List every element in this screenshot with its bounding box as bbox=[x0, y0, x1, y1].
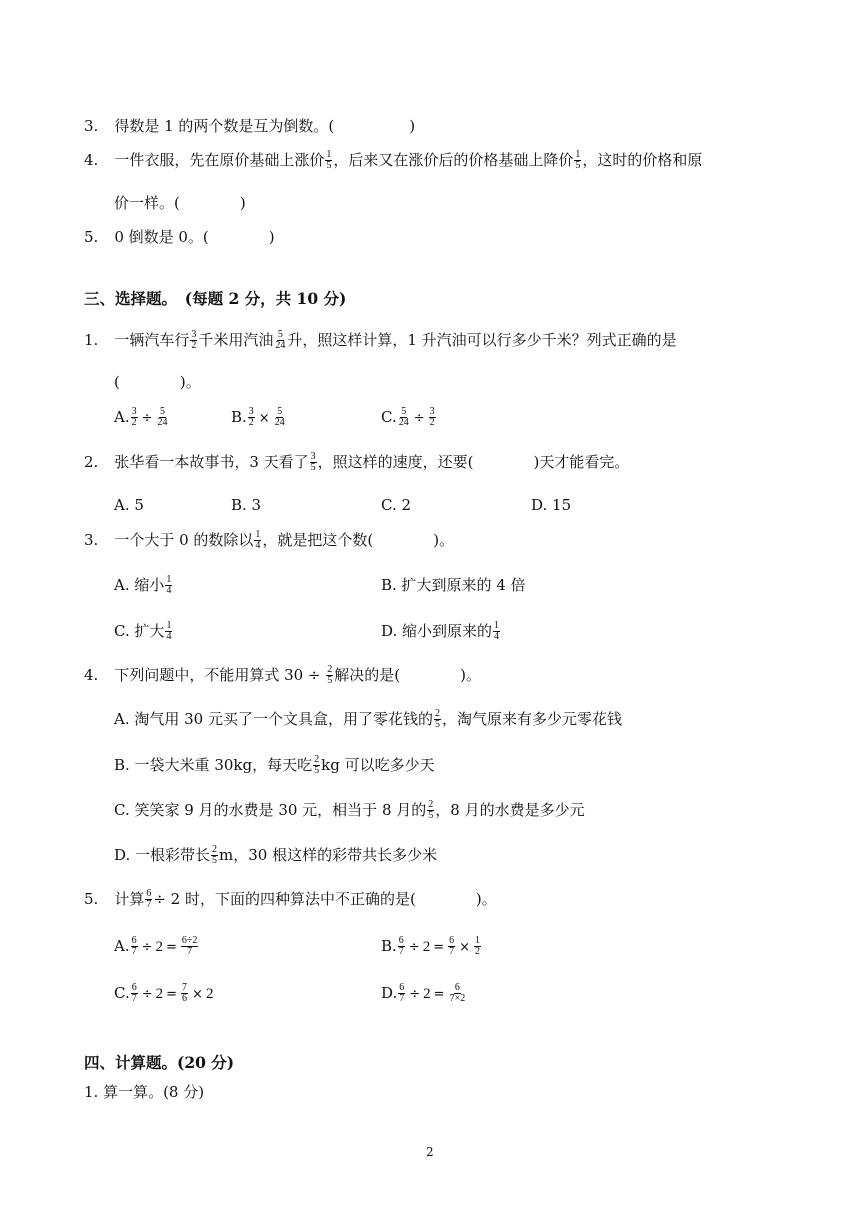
q3: 3. 一个大于 0 的数除以 $\frac{1}{4}$ ，就是把这个数( )。 bbox=[84, 528, 455, 551]
q2: 2. 张华看一本故事书，3 天看了 $\frac{3}{5}$ ，照这样的速度，还要( )天才能看完。 bbox=[84, 450, 630, 473]
judge-5: 5. 0 倒数是 0。( ) bbox=[84, 228, 275, 246]
q3-option-a[interactable]: A. 缩小 $\frac{1}{4}$ bbox=[114, 573, 172, 596]
q1: 1. 一辆汽车行 $\frac{3}{2}$ 千米用汽油 $\frac{5}{24}$ 升，照这样计算，1 升汽油可以行多少千米？列式正确的是 bbox=[84, 328, 677, 351]
fraction: $\frac{1}{5}$ bbox=[326, 148, 332, 171]
q3-option-b[interactable]: B. 扩大到原来的 4 倍 bbox=[381, 576, 526, 594]
q4-option-d[interactable]: D. 一根彩带长 $\frac{2}{5}$ m，30 根这样的彩带共长多少米 bbox=[114, 843, 438, 866]
q4-option-a[interactable]: A. 淘气用 30 元买了一个文具盒，用了零花钱的 $\frac{2}{5}$ ，淘气原来有多少元零花钱 bbox=[114, 707, 623, 730]
page-number: 2 bbox=[426, 1145, 434, 1159]
section-4-sub: 1. 算一算。(8 分) bbox=[84, 1083, 205, 1101]
q4-option-c[interactable]: C. 笑笑家 9 月的水费是 30 元，相当于 8 月的 $\frac{2}{5}$ ，8 月的水费是多少元 bbox=[114, 798, 585, 821]
q1-option-b[interactable]: B. $\frac{3}{2}$ × $\frac{5}{24}$ bbox=[231, 405, 285, 428]
judge-4-line2: 价一样。( ) bbox=[114, 194, 246, 212]
q5-option-b[interactable]: B. $\frac{6}{7}$ ÷ 2 = $\frac{6}{7}$ × $\frac{1}{2}$ bbox=[381, 934, 481, 957]
judge-3: 3. 得数是 1 的两个数是互为倒数。( ) bbox=[84, 117, 416, 135]
q3-option-c[interactable]: C. 扩大 $\frac{1}{4}$ bbox=[114, 619, 172, 642]
q2-option-c[interactable]: C. 2 bbox=[381, 496, 412, 514]
q5-option-d[interactable]: D. $\frac{6}{7}$ ÷ 2 = $\frac{6}{7\times 2}$ bbox=[381, 981, 466, 1004]
q1-option-a[interactable]: A. $\frac{3}{2}$ ÷ $\frac{5}{24}$ bbox=[114, 405, 168, 428]
q4: 4. 下列问题中，不能用算式 30 ÷ $\frac{2}{5}$ 解决的是( )。 bbox=[84, 663, 481, 686]
fraction: $\frac{1}{5}$ bbox=[575, 148, 581, 171]
judge-4: 4. 一件衣服，先在原价基础上涨价 $\frac{1}{5}$ ，后来又在涨价后的价格基础上降价 $\frac{1}{5}$ ，这时的价格和原 bbox=[84, 148, 703, 171]
q1-option-c[interactable]: C. $\frac{5}{24}$ ÷ $\frac{3}{2}$ bbox=[381, 405, 435, 428]
q5-option-a[interactable]: A. $\frac{6}{7}$ ÷ 2 = $\frac{6\div 2}{7}$ bbox=[114, 934, 198, 957]
section-3-title: 三、选择题。 (每题 2 分，共 10 分) bbox=[84, 289, 347, 308]
q5-option-c[interactable]: C. $\frac{6}{7}$ ÷ 2 = $\frac{7}{6}$ × 2 bbox=[114, 981, 214, 1004]
q5: 5. 计算 $\frac{6}{7}$ ÷ 2 时，下面的四种算法中不正确的是( )。 bbox=[84, 887, 497, 910]
q2-option-d[interactable]: D. 15 bbox=[531, 496, 572, 514]
section-4-title: 四、计算题。(20 分) bbox=[84, 1053, 235, 1072]
q4-option-b[interactable]: B. 一袋大米重 30kg，每天吃 $\frac{2}{5}$ kg 可以吃多少天 bbox=[114, 753, 435, 776]
q1-line2: ( )。 bbox=[114, 373, 201, 391]
q2-option-a[interactable]: A. 5 bbox=[114, 496, 144, 514]
q3-option-d[interactable]: D. 缩小到原来的 $\frac{1}{4}$ bbox=[381, 619, 500, 642]
q2-option-b[interactable]: B. 3 bbox=[231, 496, 262, 514]
